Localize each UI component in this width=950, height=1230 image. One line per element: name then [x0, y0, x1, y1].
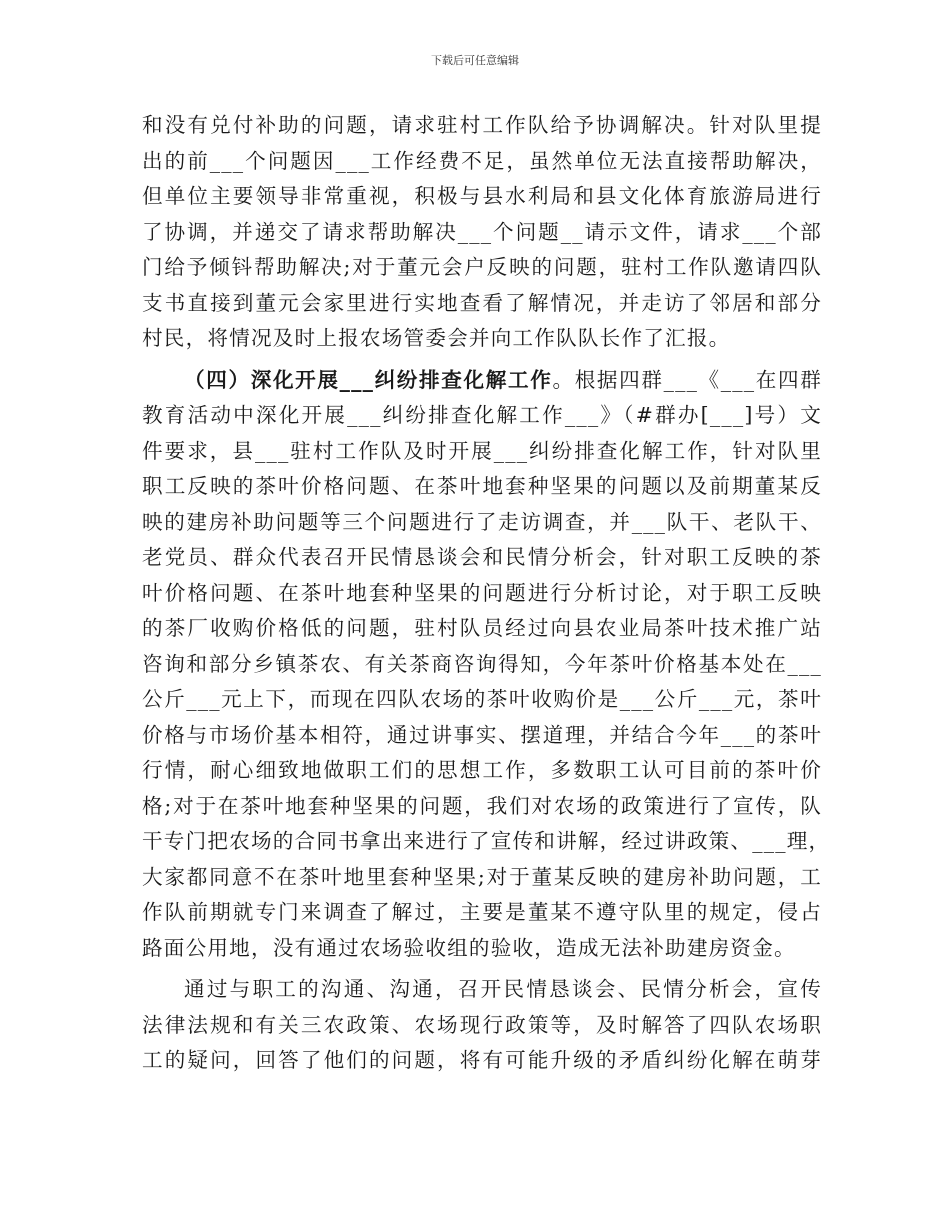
- text-line: 咨询和部分乡镇茶农、有关茶商咨询得知，今年茶叶价格基本处在___: [142, 651, 822, 676]
- text-line: 村民，将情况及时上报农场管委会并向工作队队长作了汇报。: [142, 326, 731, 350]
- page-header: 下载后可任意编辑: [431, 54, 519, 67]
- text-line: 的茶厂收购价格低的问题，驻村队员经过向县农业局茶叶技术推广站: [142, 616, 822, 640]
- text-line: 法律法规和有关三农政策、农场现行政策等，及时解答了四队农场职: [142, 1012, 822, 1037]
- section-heading: （四）深化开展___纠纷排查化解工作: [184, 367, 553, 392]
- text-line: 格;对于在茶叶地套种坚果的问题，我们对农场的政策进行了宣传，队: [142, 793, 822, 818]
- text-line: 映的建房补助问题等三个问题进行了走访调查，并___队干、老队干、: [142, 509, 822, 534]
- text-line: 作队前期就专门来调查了解过，主要是董某不遵守队里的规定，侵占: [142, 900, 822, 924]
- text-line: 支书直接到董元会家里进行实地查看了解情况，并走访了邻居和部分: [142, 290, 822, 315]
- text-line: 。根据四群___《___在四群: [552, 367, 822, 392]
- text-line: 行情，耐心细致地做职工们的思想工作，多数职工认可目前的茶叶价: [142, 758, 822, 782]
- text-line: 公斤___元上下，而现在四队农场的茶叶收购价是___公斤___元，茶叶: [142, 687, 822, 711]
- text-line: 了协调，并递交了请求帮助解决___个问题__请示文件，请求___个部: [142, 219, 822, 244]
- text-line: 通过与职工的沟通、沟通，召开民情恳谈会、民情分析会，宣传: [184, 977, 822, 1001]
- text-line: 老党员、群众代表召开民情恳谈会和民情分析会，针对职工反映的茶: [142, 545, 822, 569]
- text-line: 价格与市场价基本相符，通过讲事实、摆道理，并结合今年___的茶叶: [142, 722, 822, 747]
- text-line: 工的疑问，回答了他们的问题，将有可能升级的矛盾纠纷化解在萌芽: [142, 1048, 822, 1072]
- text-line: 叶价格问题、在茶叶地套种坚果的问题进行分析讨论，对于职工反映: [142, 580, 822, 605]
- text-line: 件要求，县___驻村工作队及时开展___纠纷排查化解工作，针对队里: [142, 438, 822, 463]
- text-line: 出的前___个问题因___工作经费不足，虽然单位无法直接帮助解决，: [142, 148, 822, 173]
- section-heading-line: [142, 363, 822, 399]
- document-body: [142, 108, 831, 1079]
- text-line: 但单位主要领导非常重视，积极与县水利局和县文化体育旅游局进行: [142, 184, 822, 208]
- text-line: 大家都同意不在茶叶地里套种坚果;对于董某反映的建房补助问题，工: [142, 864, 822, 889]
- paragraph-1: [142, 108, 822, 357]
- paragraph-2: [142, 363, 831, 967]
- paragraph-3: [142, 972, 822, 1079]
- text-line: 和没有兑付补助的问题，请求驻村工作队给予协调解决。针对队里提: [142, 113, 822, 137]
- text-line: 路面公用地，没有通过农场验收组的验收，造成无法补助建房资金。: [142, 935, 796, 960]
- text-line: 干专门把农场的合同书拿出来进行了宣传和讲解，经过讲政策、___理，: [142, 829, 831, 853]
- text-line: 教育活动中深化开展___纠纷排查化解工作___》（#群办[___]号）文: [142, 403, 822, 427]
- text-line: 门给予倾钭帮助解决;对于董元会户反映的问题，驻村工作队邀请四队: [142, 255, 822, 279]
- text-line: 职工反映的茶叶价格问题、在茶叶地套种坚果的问题以及前期董某反: [142, 474, 822, 498]
